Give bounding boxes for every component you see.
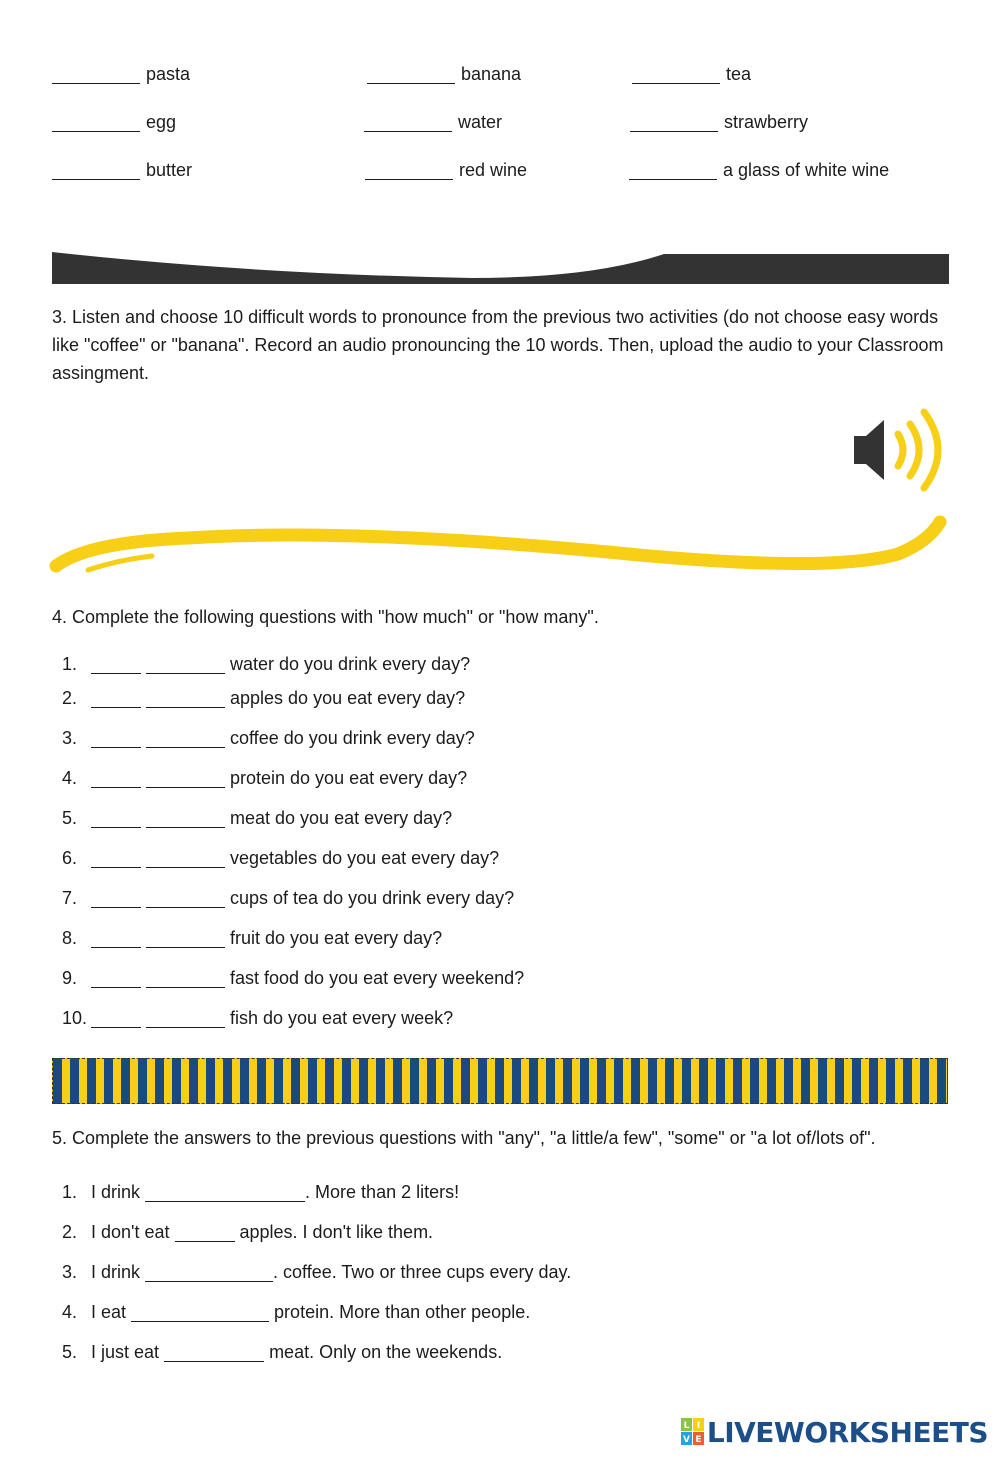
food-label: tea bbox=[726, 64, 752, 84]
food-answer-input[interactable] bbox=[630, 113, 718, 132]
answer-row bbox=[62, 1341, 502, 1363]
food-label: banana bbox=[461, 64, 522, 84]
food-item bbox=[52, 159, 192, 181]
how-input[interactable] bbox=[91, 929, 141, 948]
question-number: 6. bbox=[62, 848, 78, 868]
question-row bbox=[62, 887, 514, 909]
how-input[interactable] bbox=[91, 1009, 141, 1028]
much-many-input[interactable] bbox=[146, 689, 225, 708]
question-row bbox=[62, 967, 524, 989]
question-number: 10. bbox=[62, 1008, 88, 1028]
much-many-input[interactable] bbox=[146, 655, 225, 674]
food-item bbox=[632, 63, 751, 85]
question-number: 7. bbox=[62, 888, 78, 908]
much-many-input[interactable] bbox=[146, 849, 225, 868]
much-many-input[interactable] bbox=[146, 889, 225, 908]
question-text: fruit do you eat every day? bbox=[230, 928, 443, 948]
food-answer-input[interactable] bbox=[52, 65, 140, 84]
question-number: 1. bbox=[62, 654, 78, 674]
question-row bbox=[62, 727, 475, 749]
question-row bbox=[62, 653, 470, 675]
food-item bbox=[365, 159, 527, 181]
logo-text: LIVEWORKSHEETS bbox=[706, 1415, 988, 1449]
question-row bbox=[62, 687, 465, 709]
question-row bbox=[62, 767, 467, 789]
answer-text-before: I don't eat bbox=[91, 1222, 170, 1242]
answer-number: 4. bbox=[62, 1302, 78, 1322]
section4-instruction: 4. Complete the following questions with "how much" or "how many". bbox=[52, 607, 599, 627]
much-many-input[interactable] bbox=[146, 969, 225, 988]
answer-text-before: I eat bbox=[91, 1302, 127, 1322]
food-answer-input[interactable] bbox=[365, 161, 453, 180]
question-text: coffee do you drink every day? bbox=[230, 728, 475, 748]
much-many-input[interactable] bbox=[146, 929, 225, 948]
food-label: red wine bbox=[459, 160, 528, 180]
food-item bbox=[629, 159, 889, 181]
answer-row bbox=[62, 1181, 459, 1203]
how-input[interactable] bbox=[91, 809, 141, 828]
question-row bbox=[62, 847, 499, 869]
food-answer-input[interactable] bbox=[367, 65, 455, 84]
how-input[interactable] bbox=[91, 889, 141, 908]
food-label: strawberry bbox=[724, 112, 809, 132]
much-many-input[interactable] bbox=[146, 809, 225, 828]
answer-text-before: I drink bbox=[91, 1262, 141, 1282]
food-answer-input[interactable] bbox=[52, 113, 140, 132]
much-many-input[interactable] bbox=[146, 1009, 225, 1028]
question-text: vegetables do you eat every day? bbox=[230, 848, 500, 868]
answer-row bbox=[62, 1261, 571, 1283]
logo-letter: L bbox=[683, 1421, 690, 1431]
food-label: a glass of white wine bbox=[723, 160, 890, 180]
how-input[interactable] bbox=[91, 689, 141, 708]
how-input[interactable] bbox=[91, 769, 141, 788]
quantifier-input[interactable] bbox=[145, 1263, 273, 1282]
quantifier-input[interactable] bbox=[131, 1303, 269, 1322]
food-answer-input[interactable] bbox=[364, 113, 452, 132]
answer-number: 1. bbox=[62, 1182, 78, 1202]
food-item bbox=[364, 111, 502, 133]
answer-number: 2. bbox=[62, 1222, 78, 1242]
question-text: meat do you eat every day? bbox=[230, 808, 453, 828]
answer-row bbox=[62, 1221, 433, 1243]
striped-divider bbox=[52, 1058, 948, 1104]
food-answer-input[interactable] bbox=[52, 161, 140, 180]
yellow-swoosh-divider bbox=[48, 512, 952, 588]
question-row bbox=[62, 807, 452, 829]
question-text: protein do you eat every day? bbox=[230, 768, 468, 788]
logo-letter: V bbox=[682, 1435, 690, 1445]
section3-instruction: 3. Listen and choose 10 difficult words to pronounce from the previous two activities (do not choose easy words like "coffee" or "banana". Record an audio pronouncing the 10 words. Then, upload the audio to your Classroom assingment. bbox=[52, 307, 944, 383]
question-text: fast food do you eat every weekend? bbox=[230, 968, 525, 988]
how-input[interactable] bbox=[91, 849, 141, 868]
logo-letter: E bbox=[695, 1435, 702, 1445]
how-input[interactable] bbox=[91, 969, 141, 988]
quantifier-input[interactable] bbox=[175, 1223, 235, 1242]
question-row bbox=[62, 927, 442, 949]
quantifier-input[interactable] bbox=[164, 1343, 264, 1362]
question-number: 3. bbox=[62, 728, 78, 748]
answer-text-after: . More than 2 liters! bbox=[305, 1182, 460, 1202]
speaker-icon[interactable] bbox=[848, 404, 952, 496]
answer-text-after: meat. Only on the weekends. bbox=[269, 1342, 503, 1362]
food-label: butter bbox=[146, 160, 193, 180]
answer-number: 5. bbox=[62, 1342, 78, 1362]
food-answer-input[interactable] bbox=[629, 161, 717, 180]
food-answer-input[interactable] bbox=[632, 65, 720, 84]
how-input[interactable] bbox=[91, 729, 141, 748]
logo-mark-icon bbox=[681, 1418, 705, 1446]
question-number: 9. bbox=[62, 968, 78, 988]
answer-text-before: I just eat bbox=[91, 1342, 160, 1362]
section5-instruction: 5. Complete the answers to the previous questions with "any", "a little/a few", "some" or "a lot of/lots of". bbox=[52, 1128, 876, 1148]
logo-letter: I bbox=[696, 1421, 701, 1431]
food-item bbox=[367, 63, 521, 85]
food-label: pasta bbox=[146, 64, 191, 84]
much-many-input[interactable] bbox=[146, 769, 225, 788]
food-label: egg bbox=[146, 112, 177, 132]
answer-text-after: protein. More than other people. bbox=[274, 1302, 531, 1322]
food-item bbox=[52, 111, 176, 133]
question-number: 5. bbox=[62, 808, 78, 828]
answer-text-after: . coffee. Two or three cups every day. bbox=[273, 1262, 572, 1282]
question-number: 8. bbox=[62, 928, 78, 948]
much-many-input[interactable] bbox=[146, 729, 225, 748]
quantifier-input[interactable] bbox=[145, 1183, 305, 1202]
food-label: water bbox=[458, 112, 503, 132]
answer-number: 3. bbox=[62, 1262, 78, 1282]
dark-wave-divider bbox=[52, 252, 949, 288]
how-input[interactable] bbox=[91, 655, 141, 674]
answer-row bbox=[62, 1301, 530, 1323]
question-row bbox=[62, 1007, 453, 1029]
question-text: water do you drink every day? bbox=[230, 654, 471, 674]
food-item bbox=[630, 111, 808, 133]
question-text: apples do you eat every day? bbox=[230, 688, 466, 708]
food-item bbox=[52, 63, 190, 85]
question-number: 2. bbox=[62, 688, 78, 708]
question-number: 4. bbox=[62, 768, 78, 788]
question-text: fish do you eat every week? bbox=[230, 1008, 454, 1028]
answer-text-after: apples. I don't like them. bbox=[239, 1222, 434, 1242]
liveworksheets-logo bbox=[681, 1414, 988, 1450]
question-text: cups of tea do you drink every day? bbox=[230, 888, 515, 908]
answer-text-before: I drink bbox=[91, 1182, 141, 1202]
